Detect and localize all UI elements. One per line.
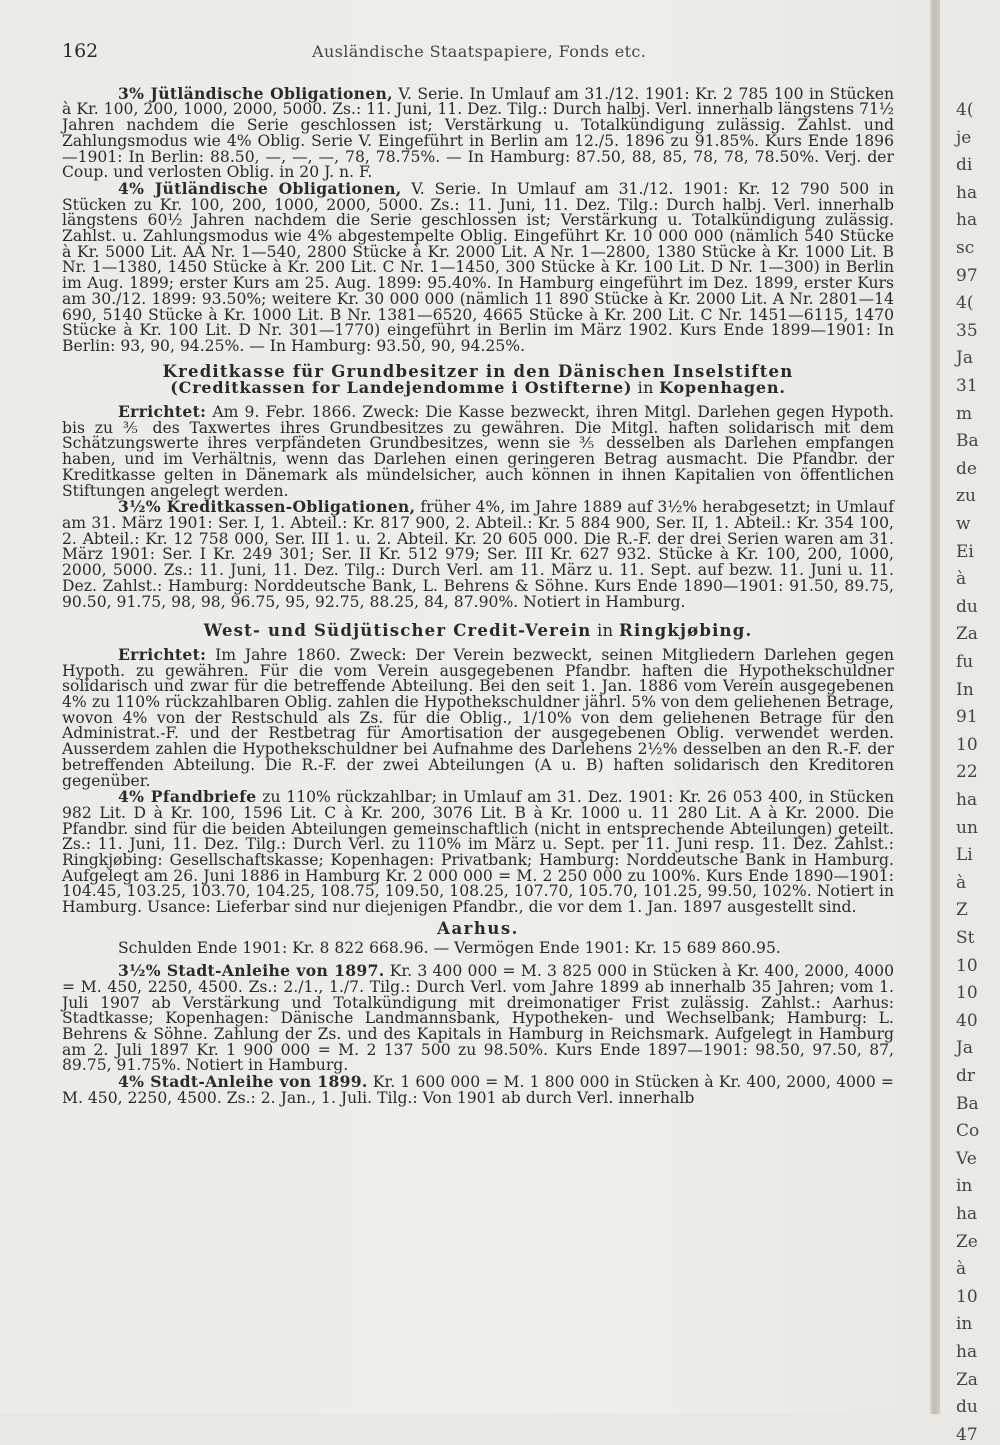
facing-page-fragment: à xyxy=(956,569,967,590)
facing-page-fragment: di xyxy=(956,155,973,176)
facing-page-fragment: Co xyxy=(956,1121,980,1142)
facing-page-fragment: m xyxy=(956,403,973,424)
paragraph-stadt-anleihe-1897: 3½% Stadt-Anleihe von 1897. Kr. 3 400 000 = M. 3 825 000 in Stücken à Kr. 400, 2000, 4000 = M. 450, 2250, 4500. Zs.: 2./1., 1./7. Tilg.: Durch Verl. vom Jahre 1899 ab innerhalb 35 Jahren; vom 1. Juli 1907 ab Verstärkung und Totalkündigung mit dreimonatiger Frist zulässig. Zahlst.: Aarhus: Stadtkasse; Kopenhagen: Dänische Landmannsbank, Hypotheken- und Wechselbank; Hamburg: L. Behrens & Söhne. Zahlung der Zs. und des Kapitals in Hamburg in Reichsmark. Aufgelegt in Hamburg am 2. Juli 1897 Kr. 1 900 000 = M. 2 137 500 zu 98.50%. Kurs Ende 1897—1901: 98.50, 97.50, 87, 89.75, 91.75%. Notiert in Hamburg. xyxy=(62,961,894,1075)
paragraph-stadt-anleihe-1899: 4% Stadt-Anleihe von 1899. Kr. 1 600 000 = M. 1 800 000 in Stücken à Kr. 400, 2000, 4000 = M. 450, 2250, 4500. Zs.: 2. Jan., 1. Juli. Tilg.: Von 1901 ab durch Verl. innerhalb xyxy=(62,1072,894,1107)
facing-page-fragment: Li xyxy=(956,845,973,866)
facing-page-fragment: Ei xyxy=(956,541,974,562)
facing-page-fragment: 40 xyxy=(956,1010,978,1031)
facing-page-fragment: In xyxy=(956,679,974,700)
paragraph-3pct-juetlaendische: 3% Jütländische Obligationen, V. Serie. In Umlauf am 31./12. 1901: Kr. 2 785 100 in Stücken à Kr. 100, 200, 1000, 2000, 5000. Zs.: 11. Juni, 11. Dez. Tilg.: Durch halbj. Verl. innerhalb längstens 71½ Jahren nachdem die Serie geschlossen ist; Verstärkung u. Totalkündigung zulässig. Zahlst. und Zahlungsmodus wie 4% Oblig. Serie V. Eingeführt in Berlin am 12./5. 1896 zu 91.85%. Kurs Ende 1896—1901: In Berlin: 88.50, —, —, —, 78, 78.75%. — In Hamburg: 87.50, 88, 85, 78, 78, 78.50%. Verj. der Coup. und verlosten Oblig. in 20 J. n. F. xyxy=(62,83,895,182)
facing-page-fragment: sc xyxy=(956,238,975,258)
facing-page-fragment: 10 xyxy=(956,734,978,755)
book-gutter xyxy=(930,0,940,1414)
facing-page-fragment: Ja xyxy=(956,348,973,369)
facing-page-fragment: du xyxy=(956,596,978,617)
facing-page-fragment: à xyxy=(956,872,967,893)
facing-page-fragment: dr xyxy=(956,1066,976,1086)
facing-page-fragment: un xyxy=(956,817,978,838)
facing-page-fragment: du xyxy=(956,1397,978,1418)
facing-page-fragment: in xyxy=(956,1176,973,1197)
paragraph-kreditkasse-errichtet: Errichtet: Am 9. Febr. 1866. Zweck: Die Kasse bezweckt, ihren Mitgl. Darlehen gegen Hypoth. bis zu ⅗ des Taxwertes ihres Grundbesitzes zu gewähren. Die Mitgl. haften solidarisch mit dem Schätzungswerte ihres verpfändeten Grundbesitzes, wenn sie ⅗ desselben als Darlehen empfangen haben, und im Verhältnis, wenn das Darlehen einen geringeren Betrag ausmacht. Die Pfandbr. der Kreditkasse gelten in Dänemark als mündelsicher, auch können in ihnen Kapitalien von öffentlichen Stiftungen angelegt werden. xyxy=(62,402,894,500)
facing-page-fragment: Za xyxy=(956,624,978,645)
facing-page-fragment: Z xyxy=(956,900,968,921)
section-subheading-kreditkasse: (Creditkassen for Landejendomme i Ostifterne) in Kopenhagen. xyxy=(170,378,786,398)
facing-page-fragment: ha xyxy=(956,1342,978,1362)
facing-page-fragment: 10 xyxy=(956,955,978,976)
paragraph-kreditkassen-obligationen: 3½% Kreditkassen-Obligationen, früher 4%, im Jahre 1889 auf 3½% herabgesetzt; in Umlauf am 31. März 1901: Ser. I, 1. Abteil.: Kr. 817 900, 2. Abteil.: Kr. 5 884 900, Ser. II, 1. Abteil.: Kr. 354 100, 2. Abteil.: Kr. 12 758 000, Ser. III 1. u. 2. Abteil. Kr. 20 605 000. Die R.-F. der drei Serien waren am 31. März 1901: Ser. I Kr. 249 301; Ser. II Kr. 512 979; Ser. III Kr. 627 932. Stücke à Kr. 100, 200, 1000, 2000, 5000. Zs.: 11. Juni, 11. Dez. Tilg.: Durch Verl. am 11. März u. 11. Sept. auf bezw. 11. Juni u. 11. Dez. Zahlst.: Hamburg: Norddeutsche Bank, L. Behrens & Söhne. Kurs Ende 1890—1901: 91.50, 89.75, 90.50, 91.75, 98, 98, 96.75, 95, 92.75, 88.25, 84, 87.90%. Notiert in Hamburg. xyxy=(62,497,894,611)
paragraph-credit-verein-errichtet: Errichtet: Im Jahre 1860. Zweck: Der Verein bezweckt, seinen Mitgliedern Darlehen gegen Hypoth. zu gewähren. Für die vom Verein ausgegebenen Pfandbr. haften die Hypothekschuldner solidarisch und zwar für die betreffende Abteilung. Bei den seit 1. Jan. 1886 vom Verein ausgegebenen 4% zu 110% rückzahlbaren Oblig. zahlen die Hypothekschuldner jährl. 5% von dem geliehenen Betrage, wovon 4% von der Restschuld als Zs. für die Oblig., 1/10% von dem geliehenen Betrage für den Administrat.-F. und der Restbetrag für Amortisation der ausgegebenen Oblig. verwendet werden. Ausserdem zahlen die Hypothekschuldner bei Aufnahme des Darlehens 2½% desselben an den R.-F. der betreffenden Abteilung. Die R.-F. der zwei Abteilungen (A u. B) haften solidarisch den Kreditoren gegenüber. xyxy=(62,644,894,790)
facing-page-fragment: St xyxy=(956,928,975,948)
facing-page-fragment: 10 xyxy=(956,1286,978,1307)
facing-page-fragment: ha xyxy=(956,1204,978,1224)
facing-page-fragment: 47 xyxy=(956,1424,978,1445)
facing-page-edge xyxy=(942,0,1000,1445)
facing-page-fragment: 97 xyxy=(956,265,978,286)
facing-page-fragment: Ba xyxy=(956,1093,979,1114)
document-page xyxy=(62,40,895,1404)
section-heading-credit-verein: West- und Südjütischer Credit-Verein in Ringkjøbing. xyxy=(203,621,753,641)
facing-page-fragment: 22 xyxy=(956,762,978,783)
facing-page-fragment: Ba xyxy=(956,431,979,452)
facing-page-fragment: 4( xyxy=(956,100,974,120)
facing-page-fragment: 10 xyxy=(956,983,978,1004)
section-heading-kreditkasse: Kreditkasse für Grundbesitzer in den Dänischen Inselstiften xyxy=(162,361,794,381)
paragraph-pfandbriefe: 4% Pfandbriefe zu 110% rückzahlbar; in Umlauf am 31. Dez. 1901: Kr. 26 053 400, in Stücken 982 Lit. D à Kr. 100, 1596 Lit. C à Kr. 200, 3076 Lit. B à Kr. 1000 u. 11 280 Lit. A à Kr. 2000. Die Pfandbr. sind für die beiden Abteilungen gemeinschaftlich (nicht in entsprechende Abteilungen) geteilt. Zs.: 11. Juni, 11. Dez. Tilg.: Durch Verl. zu 110% im März u. Sept. per 11. Juni resp. 11. Dez. Zahlst.: Ringkjøbing: Gesellschaftskasse; Kopenhagen: Privatbank; Hamburg: Norddeutsche Bank in Hamburg. Aufgelegt am 26. Juni 1886 in Hamburg Kr. 2 000 000 = M. 2 250 000 zu 100%. Kurs Ende 1890—1901: 104.45, 103.25, 103.70, 104.25, 108.75, 109.50, 108.25, 107.70, 105.70, 101.25, 99.50, 102%. Notiert in Hamburg. Usance: Lieferbar sind nur diejenigen Pfandbr., die vor dem 1. Jan. 1897 ausgestellt sind. xyxy=(62,787,894,917)
facing-page-fragment: Ja xyxy=(956,1038,973,1059)
facing-page-fragment: je xyxy=(956,127,972,148)
facing-page-fragment: Za xyxy=(956,1369,978,1390)
facing-page-fragment: in xyxy=(956,1314,973,1335)
facing-page-fragment: w xyxy=(956,514,971,534)
facing-page-fragment: ha xyxy=(956,182,978,203)
section-heading-aarhus: Aarhus. xyxy=(437,918,519,938)
facing-page-fragment: 31 xyxy=(956,376,978,396)
facing-page-fragment: fu xyxy=(956,652,974,672)
facing-page-fragment: zu xyxy=(956,486,976,507)
facing-page-fragment: ha xyxy=(956,790,978,810)
facing-page-fragment: 4( xyxy=(956,293,974,314)
paragraph-aarhus-schulden: Schulden Ende 1901: Kr. 8 822 668.96. — Vermögen Ende 1901: Kr. 15 689 860.95. xyxy=(118,938,781,957)
facing-page-fragment: Ve xyxy=(956,1148,977,1169)
facing-page-fragment: 35 xyxy=(956,320,978,341)
facing-page-fragment: Ze xyxy=(956,1231,978,1252)
facing-page-fragment: de xyxy=(956,458,977,479)
page-number: 162 xyxy=(62,40,99,62)
facing-page-fragment: ha xyxy=(956,210,978,231)
paragraph-4pct-juetlaendische: 4% Jütländische Obligationen, V. Serie. In Umlauf am 31./12. 1901: Kr. 12 790 500 in Stücken zu Kr. 100, 200, 1000, 2000, 5000. Zs.: 11. Juni, 11. Dez. Tilg.: Durch halbj. Verl. innerhalb längstens 60½ Jahren nachdem die Serie geschlossen ist; Verstärkung u. Totalkündigung zulässig. Zahlst. u. Zahlungsmodus wie 4% abgestempelte Oblig. Eingeführt Kr. 10 000 000 (nämlich 540 Stücke à Kr. 5000 Lit. AA Nr. 1—540, 2800 Stücke à Kr. 2000 Lit. A Nr. 1—2800, 1380 Stücke à Kr. 1000 Lit. B Nr. 1—1380, 1450 Stücke à Kr. 200 Lit. C Nr. 1—1450, 300 Stücke à Kr. 100 Lit. D Nr. 1—300) in Berlin im Aug. 1899; erster Kurs am 25. Aug. 1899: 95.40%. In Hamburg eingeführt im Dez. 1899, erster Kurs am 30./12. 1899: 93.50%; weitere Kr. 30 000 000 (nämlich 11 890 Stücke à Kr. 2000 Lit. A Nr. 2801—14 690, 5140 Stücke à Kr. 1000 Lit. B Nr. 1381—6520, 4665 Stücke à Kr. 200 Lit. C Nr. 1451—6115, 1470 Stücke à Kr. 100 Lit. D Nr. 301—1770) eingeführt in Berlin im März 1902. Kurs Ende 1899—1901: In Berlin: 93, 90, 94.25%. — In Hamburg: 93.50, 90, 94.25%. xyxy=(62,178,894,355)
page-header xyxy=(62,40,894,62)
facing-page-fragment: 91 xyxy=(956,707,978,728)
facing-page-fragment: à xyxy=(956,1259,967,1280)
running-title: Ausländische Staatspapiere, Fonds etc. xyxy=(312,42,647,61)
